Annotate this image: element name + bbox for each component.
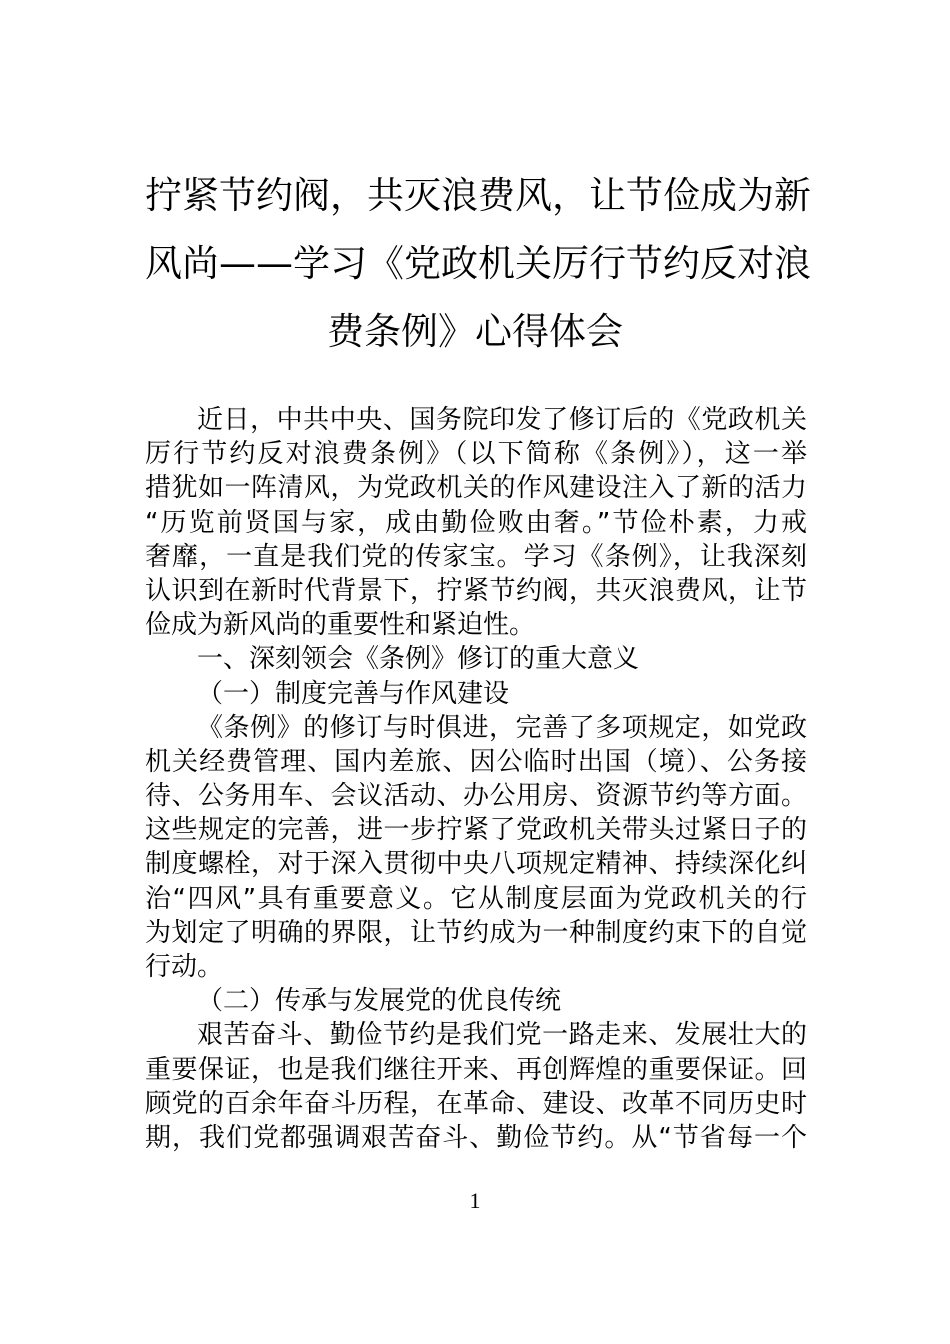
document-title [145, 162, 811, 366]
body-line: 治“四风”具有重要意义。它从制度层面为党政机关的行 [145, 883, 807, 914]
body-line: “历览前贤国与家，成由勤俭败由奢。”节俭朴素，力戒 [145, 507, 807, 538]
document-body [145, 403, 807, 1155]
body-line: 奢靡，一直是我们党的传家宝。学习《条例》，让我深刻 [145, 541, 807, 572]
body-line: 期，我们党都强调艰苦奋斗、勤俭节约。从“节省每一个 [145, 1122, 807, 1153]
body-line: （二）传承与发展党的优良传统 [197, 986, 562, 1017]
body-line: 为划定了明确的界限，让节约成为一种制度约束下的自觉 [145, 917, 807, 948]
body-line: 顾党的百余年奋斗历程，在革命、建设、改革不同历史时 [145, 1088, 807, 1119]
body-line: 行动。 [145, 952, 224, 982]
body-line: 制度螺栓，对于深入贯彻中央八项规定精神、持续深化纠 [145, 849, 807, 880]
title-line: 拧紧节约阀，共灭浪费风，让节俭成为新 [145, 174, 811, 217]
body-line: 一、深刻领会《条例》修订的重大意义 [197, 644, 640, 675]
body-line: 措犹如一阵清风，为党政机关的作风建设注入了新的活力 [145, 473, 807, 504]
body-line: 机关经费管理、国内差旅、因公临时出国（境）、公务接 [145, 746, 807, 777]
body-line: 厉行节约反对浪费条例》（以下简称《条例》），这一举 [145, 439, 807, 470]
title-line: 风尚——学习《党政机关厉行节约反对浪 [145, 242, 811, 285]
body-line: 待、公务用车、会议活动、办公用房、资源节约等方面。 [145, 781, 807, 812]
body-line: 俭成为新风尚的重要性和紧迫性。 [145, 610, 536, 641]
body-line: （一）制度完善与作风建设 [197, 678, 510, 709]
body-line: 《条例》的修订与时俱进，完善了多项规定，如党政 [197, 712, 807, 743]
title-line: 费条例》心得体会 [327, 310, 623, 353]
body-line: 重要保证，也是我们继往开来、再创辉煌的重要保证。回 [145, 1054, 807, 1085]
body-line: 艰苦奋斗、勤俭节约是我们党一路走来、发展壮大的 [197, 1020, 807, 1051]
page-number: 1 [469, 1188, 481, 1213]
body-line: 认识到在新时代背景下，拧紧节约阀，共灭浪费风，让节 [145, 575, 807, 606]
body-line: 这些规定的完善，进一步拧紧了党政机关带头过紧日子的 [145, 815, 807, 846]
body-line: 近日，中共中央、国务院印发了修订后的《党政机关 [197, 405, 807, 435]
